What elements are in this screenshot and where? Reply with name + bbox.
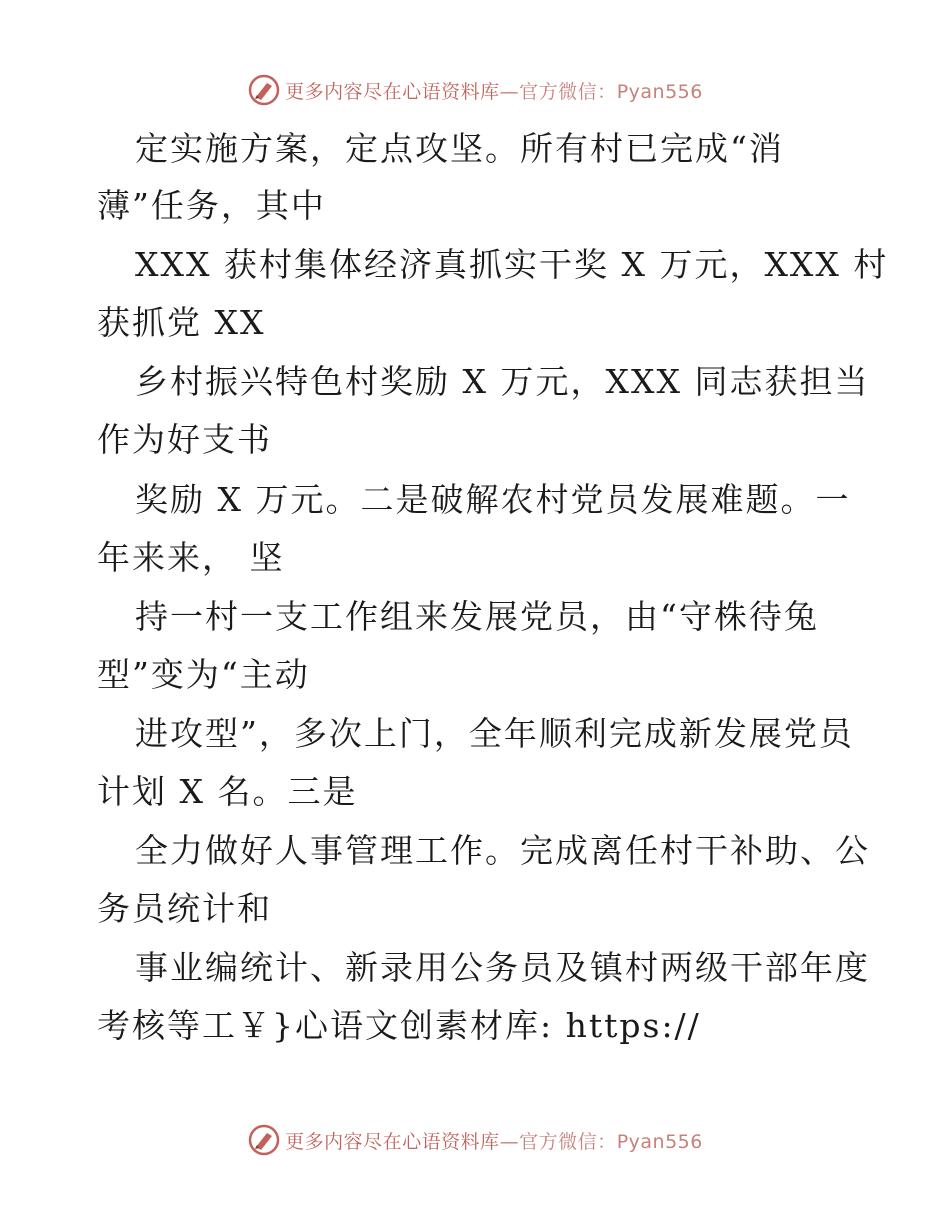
watermark-text: [285, 77, 703, 104]
body-line-14: 务员统计和: [97, 889, 272, 928]
body-line-4: 获抓党 XX: [97, 303, 266, 342]
watermark-official: 官方微信：: [519, 1130, 617, 1153]
brand-logo-icon: [247, 73, 281, 107]
brand-logo-icon: [247, 1123, 281, 1157]
watermark-wechat-id: Pyan556: [616, 80, 703, 103]
body-line-2: 薄”任务，其中: [97, 186, 326, 225]
body-line-3: XXX 获村集体经济真抓实干奖 X 万元，XXX 村: [135, 245, 889, 284]
watermark-wechat-id: Pyan556: [616, 1130, 703, 1153]
body-line-9: 持一村一支工作组来发展党员，由“守株待兔: [135, 597, 819, 636]
body-line-6: 作为好支书: [97, 420, 272, 459]
watermark-separator: —: [499, 80, 520, 103]
body-line-12: 计划 X 名。三是: [97, 772, 358, 811]
body-line-16: 考核等工￥}心语文创素材库: https://: [97, 1006, 701, 1045]
body-line-5: 乡村振兴特色村奖励 X 万元，XXX 同志获担当: [135, 362, 870, 401]
body-line-8: 年来来， 坚: [97, 538, 285, 577]
body-line-7: 奖励 X 万元。二是破解农村党员发展难题。一: [135, 480, 851, 519]
body-line-15: 事业编统计、新录用公务员及镇村两级干部年度: [135, 948, 870, 987]
footer-watermark: [0, 1120, 950, 1160]
watermark-brand: 更多内容尽在心语资料库: [285, 1130, 500, 1153]
body-line-10: 型”变为“主动: [97, 655, 310, 694]
watermark-text: [285, 1127, 703, 1154]
body-line-13: 全力做好人事管理工作。完成离任村干补助、公: [135, 831, 870, 870]
body-line-11: 进攻型”，多次上门，全年顺利完成新发展党员: [135, 714, 854, 753]
body-line-1: 定实施方案，定点攻坚。所有村已完成“消: [135, 129, 784, 168]
watermark-separator: —: [499, 1130, 520, 1153]
watermark-brand: 更多内容尽在心语资料库: [285, 80, 500, 103]
header-watermark: [0, 70, 950, 110]
watermark-official: 官方微信：: [519, 80, 617, 103]
